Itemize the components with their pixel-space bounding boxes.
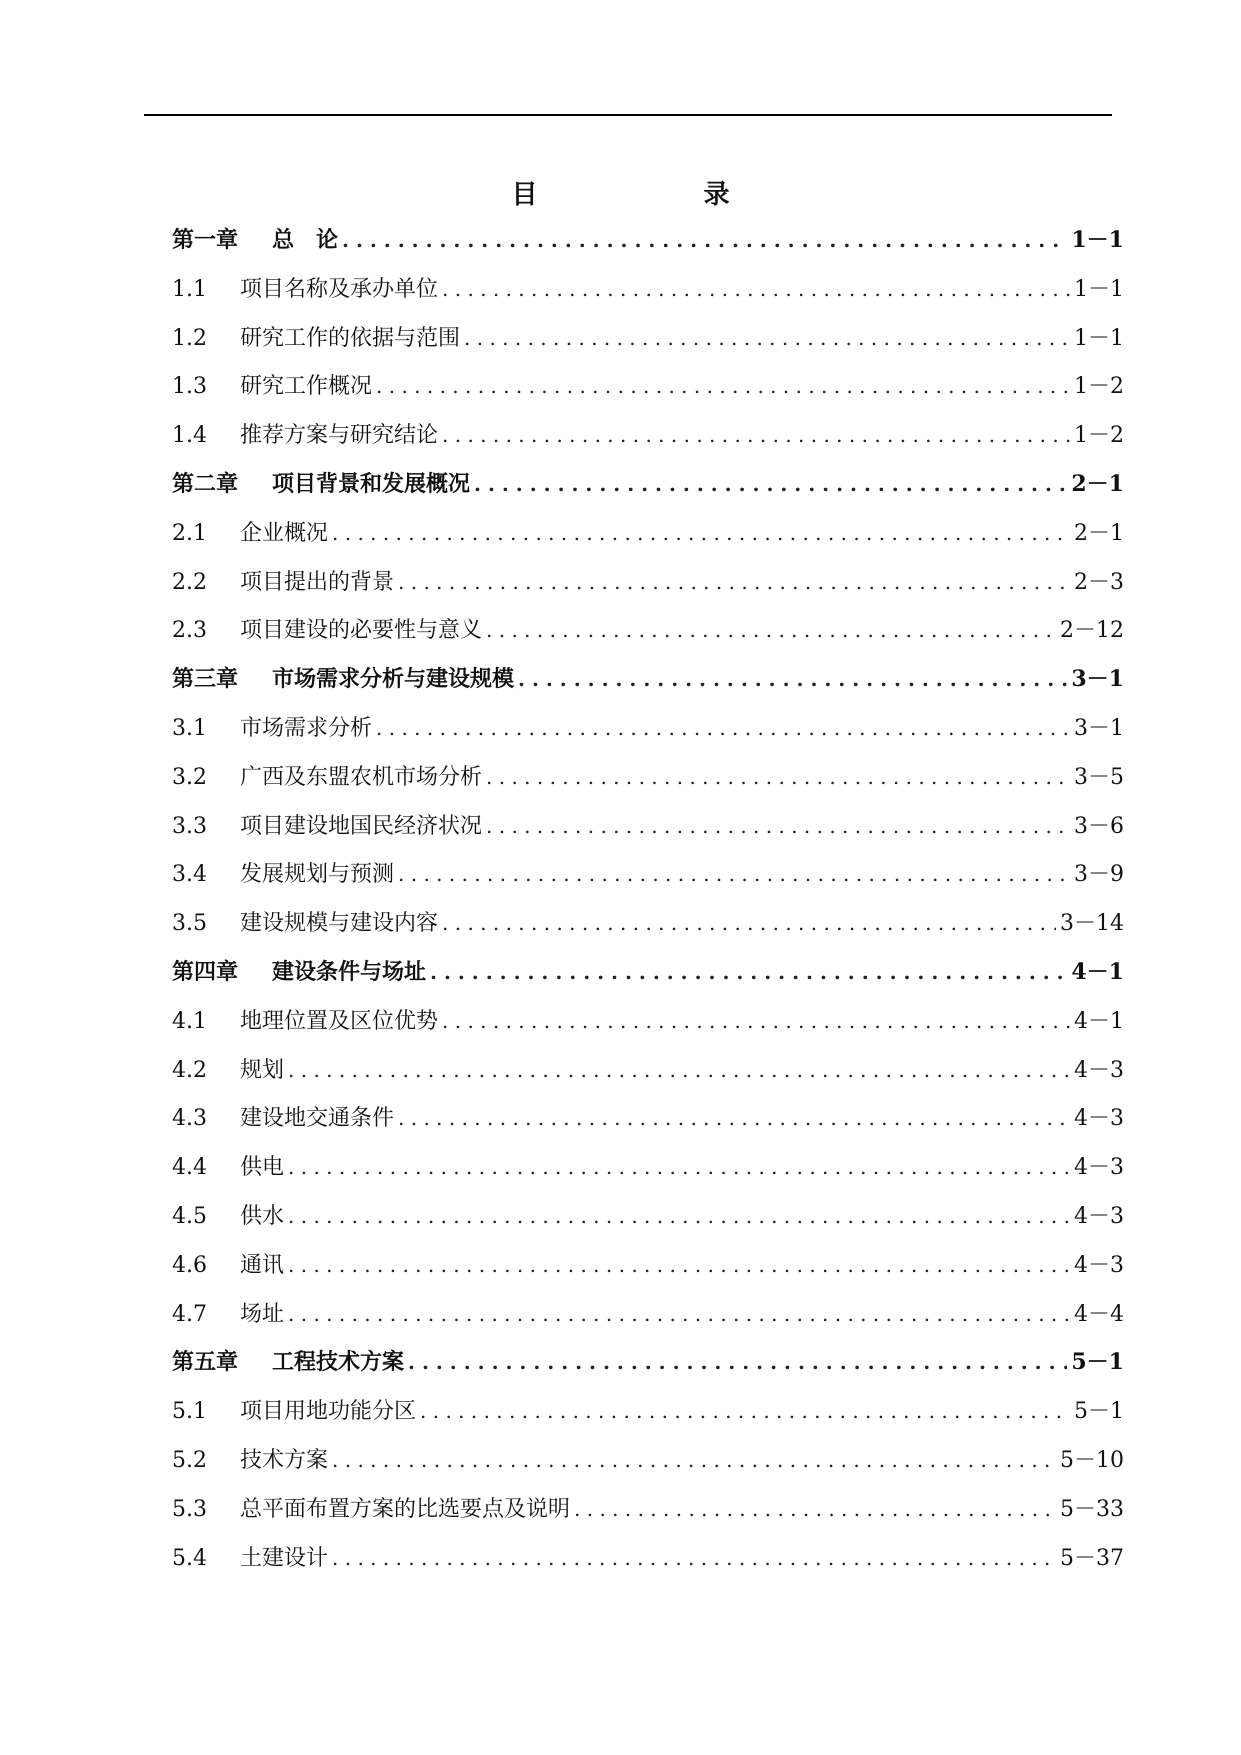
toc-entry-number: 第五章 (172, 1349, 239, 1376)
toc-entry-page: 4－1 (1071, 958, 1124, 985)
toc-entry-label: 通讯 (240, 1252, 285, 1278)
toc-leader-dots (408, 1338, 1067, 1387)
toc-section-entry[interactable] (172, 704, 1124, 753)
toc-entry-number: 5.3 (172, 1496, 207, 1522)
toc-entry-label: 项目名称及承办单位 (240, 276, 439, 302)
toc-entry-label: 建设条件与场址 (272, 958, 427, 985)
toc-entry-number: 4.2 (172, 1057, 207, 1083)
toc-leader-dots (518, 655, 1067, 704)
toc-entry-label: 土建设计 (240, 1545, 329, 1571)
toc-entry-label: 总 论 (272, 227, 339, 253)
toc-leader-dots (486, 802, 1070, 851)
toc-section-entry[interactable] (172, 997, 1124, 1046)
page-title: 目 录 (511, 180, 768, 210)
toc-entry-page: 1－1 (1074, 276, 1124, 302)
toc-leader-dots (486, 606, 1056, 655)
toc-entry-page: 5－10 (1060, 1447, 1124, 1473)
table-of-contents (172, 216, 1124, 1582)
toc-chapter-entry[interactable] (172, 460, 1124, 509)
toc-entry-number: 1.1 (172, 276, 207, 302)
toc-entry-number: 4.6 (172, 1252, 207, 1278)
toc-section-entry[interactable] (172, 899, 1124, 948)
toc-entry-label: 研究工作的依据与范围 (240, 325, 461, 351)
toc-entry-page: 3－6 (1074, 813, 1124, 839)
toc-entry-label: 项目建设地国民经济状况 (240, 813, 483, 839)
toc-entry-label: 项目用地功能分区 (240, 1399, 417, 1425)
toc-entry-number: 3.4 (172, 862, 207, 888)
toc-leader-dots (342, 216, 1067, 265)
toc-leader-dots (486, 753, 1070, 802)
toc-entry-page: 4－1 (1074, 1008, 1124, 1034)
toc-section-entry[interactable] (172, 509, 1124, 558)
toc-entry-label: 市场需求分析 (240, 715, 373, 741)
toc-section-entry[interactable] (172, 1290, 1124, 1339)
header-rule (144, 114, 1112, 116)
toc-leader-dots (288, 1241, 1070, 1290)
toc-chapter-entry[interactable] (172, 655, 1124, 704)
toc-section-entry[interactable] (172, 1143, 1124, 1192)
toc-leader-dots (464, 314, 1070, 363)
toc-entry-number: 2.1 (172, 520, 207, 546)
toc-entry-number: 1.2 (172, 325, 207, 351)
toc-entry-number: 3.1 (172, 715, 207, 741)
toc-entry-number: 3.3 (172, 813, 207, 839)
toc-section-entry[interactable] (172, 1387, 1124, 1436)
toc-chapter-entry[interactable] (172, 1338, 1124, 1387)
toc-section-entry[interactable] (172, 802, 1124, 851)
toc-entry-label: 项目建设的必要性与意义 (240, 618, 483, 644)
toc-entry-page: 2－1 (1071, 470, 1124, 497)
toc-leader-dots (288, 1046, 1070, 1095)
toc-entry-page: 4－3 (1074, 1155, 1124, 1181)
toc-leader-dots (288, 1143, 1070, 1192)
toc-entry-label: 规划 (240, 1057, 285, 1083)
toc-entry-page: 5－1 (1071, 1349, 1124, 1376)
toc-entry-label: 发展规划与预测 (240, 862, 395, 888)
toc-entry-number: 第三章 (172, 666, 239, 693)
toc-entry-number: 5.2 (172, 1447, 207, 1473)
toc-leader-dots (442, 997, 1070, 1046)
toc-entry-label: 企业概况 (240, 520, 329, 546)
toc-entry-page: 2－3 (1074, 569, 1124, 595)
toc-leader-dots (398, 558, 1070, 607)
toc-entry-page: 2－1 (1074, 520, 1124, 546)
toc-entry-page: 1－2 (1074, 374, 1124, 400)
toc-entry-label: 项目背景和发展概况 (272, 470, 471, 497)
toc-entry-page: 1－1 (1071, 227, 1124, 253)
toc-leader-dots (288, 1290, 1070, 1339)
toc-leader-dots (474, 460, 1067, 509)
toc-section-entry[interactable] (172, 1241, 1124, 1290)
toc-leader-dots (332, 1436, 1056, 1485)
toc-entry-label: 总平面布置方案的比选要点及说明 (240, 1496, 571, 1522)
toc-section-entry[interactable] (172, 1534, 1124, 1583)
toc-entry-number: 4.4 (172, 1155, 207, 1181)
toc-entry-label: 供电 (240, 1155, 285, 1181)
toc-entry-page: 1－2 (1074, 423, 1124, 449)
toc-section-entry[interactable] (172, 411, 1124, 460)
toc-entry-label: 市场需求分析与建设规模 (272, 666, 515, 693)
toc-entry-page: 4－3 (1074, 1106, 1124, 1132)
toc-entry-label: 工程技术方案 (272, 1349, 405, 1376)
toc-entry-label: 研究工作概况 (240, 374, 373, 400)
toc-entry-number: 3.2 (172, 764, 207, 790)
toc-entry-page: 3－14 (1060, 911, 1124, 937)
toc-chapter-entry[interactable] (172, 216, 1124, 265)
toc-entry-number: 5.4 (172, 1545, 207, 1571)
toc-entry-number: 5.1 (172, 1399, 207, 1425)
toc-entry-number: 2.2 (172, 569, 207, 595)
toc-entry-page: 4－3 (1074, 1057, 1124, 1083)
toc-leader-dots (442, 265, 1070, 314)
toc-section-entry[interactable] (172, 362, 1124, 411)
toc-section-entry[interactable] (172, 606, 1124, 655)
toc-entry-number: 4.7 (172, 1301, 207, 1327)
toc-leader-dots (398, 1094, 1070, 1143)
toc-section-entry[interactable] (172, 1485, 1124, 1534)
toc-entry-label: 技术方案 (240, 1447, 329, 1473)
toc-entry-number: 1.4 (172, 423, 207, 449)
toc-section-entry[interactable] (172, 1192, 1124, 1241)
toc-entry-label: 建设地交通条件 (240, 1106, 395, 1132)
toc-entry-label: 地理位置及区位优势 (240, 1008, 439, 1034)
toc-entry-number: 3.5 (172, 911, 207, 937)
toc-entry-label: 项目提出的背景 (240, 569, 395, 595)
toc-entry-page: 5－33 (1060, 1496, 1124, 1522)
toc-entry-number: 1.3 (172, 374, 207, 400)
toc-entry-number: 第四章 (172, 958, 239, 985)
toc-chapter-entry[interactable] (172, 948, 1124, 997)
toc-entry-page: 3－9 (1074, 862, 1124, 888)
toc-section-entry[interactable] (172, 850, 1124, 899)
toc-entry-page: 4－4 (1074, 1301, 1124, 1327)
toc-entry-label: 场址 (240, 1301, 285, 1327)
toc-leader-dots (332, 1534, 1056, 1583)
toc-leader-dots (442, 411, 1070, 460)
toc-leader-dots (376, 362, 1070, 411)
toc-entry-page: 3－5 (1074, 764, 1124, 790)
toc-entry-page: 5－37 (1060, 1545, 1124, 1571)
toc-leader-dots (288, 1192, 1070, 1241)
toc-entry-number: 4.1 (172, 1008, 207, 1034)
toc-entry-number: 4.5 (172, 1203, 207, 1229)
toc-leader-dots (398, 850, 1070, 899)
toc-entry-page: 3－1 (1074, 715, 1124, 741)
toc-entry-label: 建设规模与建设内容 (240, 911, 439, 937)
toc-entry-label: 广西及东盟农机市场分析 (240, 764, 483, 790)
toc-section-entry[interactable] (172, 753, 1124, 802)
toc-entry-label: 推荐方案与研究结论 (240, 423, 439, 449)
toc-leader-dots (376, 704, 1070, 753)
toc-section-entry[interactable] (172, 1046, 1124, 1095)
toc-section-entry[interactable] (172, 1094, 1124, 1143)
toc-entry-number: 第一章 (172, 227, 239, 253)
toc-section-entry[interactable] (172, 314, 1124, 363)
toc-entry-number: 4.3 (172, 1106, 207, 1132)
toc-leader-dots (332, 509, 1070, 558)
toc-leader-dots (442, 899, 1056, 948)
toc-entry-label: 供水 (240, 1203, 285, 1229)
toc-leader-dots (430, 948, 1067, 997)
toc-leader-dots (574, 1485, 1056, 1534)
toc-entry-page: 4－3 (1074, 1203, 1124, 1229)
toc-section-entry[interactable] (172, 1436, 1124, 1485)
toc-entry-page: 4－3 (1074, 1252, 1124, 1278)
toc-entry-page: 1－1 (1074, 325, 1124, 351)
toc-section-entry[interactable] (172, 558, 1124, 607)
toc-entry-page: 5－1 (1074, 1399, 1124, 1425)
toc-entry-number: 第二章 (172, 470, 239, 497)
toc-entry-number: 2.3 (172, 618, 207, 644)
toc-section-entry[interactable] (172, 265, 1124, 314)
toc-leader-dots (420, 1387, 1070, 1436)
toc-entry-page: 3－1 (1071, 666, 1124, 693)
toc-entry-page: 2－12 (1060, 618, 1124, 644)
